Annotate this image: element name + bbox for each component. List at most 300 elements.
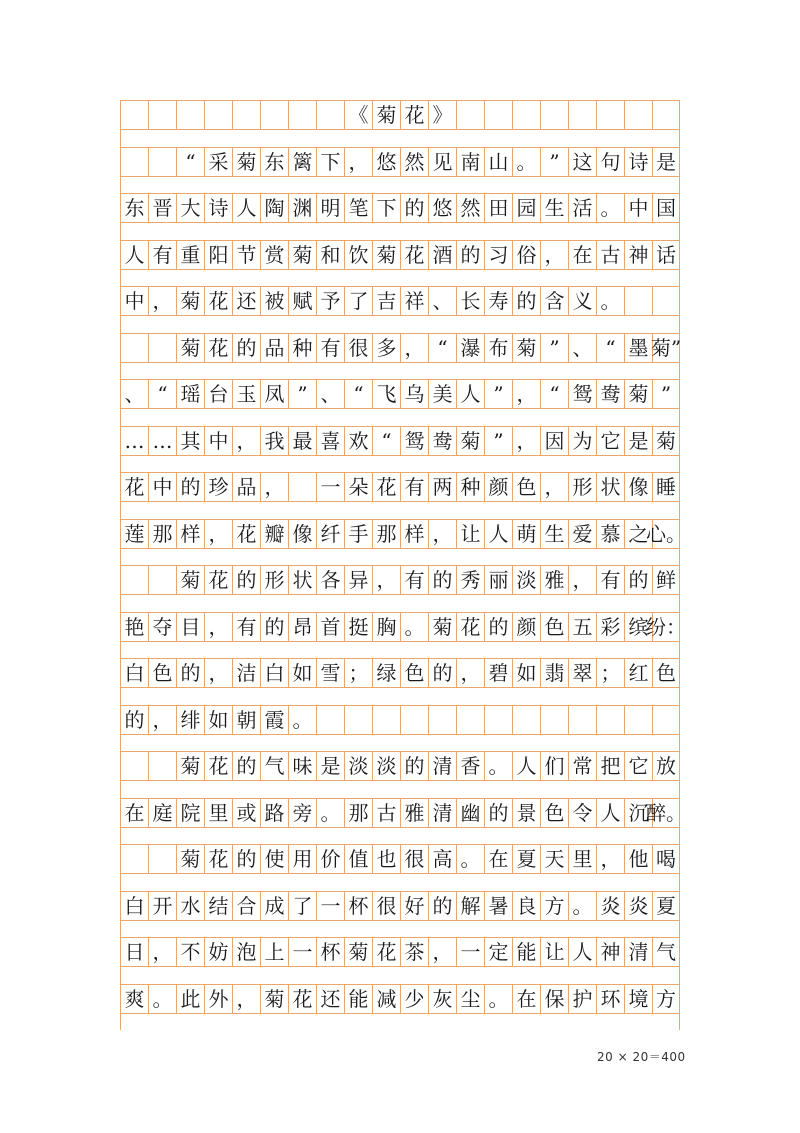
grid-cell: ， [428,938,456,966]
grid-cell: 、 [120,380,148,408]
grid-cell: 颜 [512,613,540,641]
grid-cell: 很 [372,892,400,920]
grid-cell: 花 [400,241,428,269]
grid-cell: 色 [540,799,568,827]
grid-cell: 减 [372,985,400,1013]
grid-cell: 院 [176,799,204,827]
grid-cell: 菊 [624,380,652,408]
grid-cell: 菊 [176,752,204,780]
grid-cell: 。 [596,287,624,315]
grid-cell [484,101,512,129]
grid-cell: 夏 [512,845,540,873]
grid-cell: 样 [176,520,204,548]
grid-cell: 俗 [512,241,540,269]
grid-cell: 在 [484,845,512,873]
grid-cell: 予 [316,287,344,315]
grid-cell [148,101,176,129]
grid-cell: ， [204,520,232,548]
grid-cell: 绿 [372,659,400,687]
grid-cell: 让 [456,520,484,548]
grid-cell: 鸯 [428,427,456,455]
grid-cell: 一 [456,938,484,966]
grid-cell: 它 [596,427,624,455]
grid-cell: 。 [484,985,512,1013]
grid-cell: 花 [456,613,484,641]
grid-cell: 能 [344,985,372,1013]
grid-row [120,147,680,177]
grid-cell: 慕 [596,520,624,548]
grid-cell: 如 [288,659,316,687]
grid-cell: 秀 [456,566,484,594]
grid-cell [176,101,204,129]
grid-cell: 的 [176,659,204,687]
grid-cell: 丽 [484,566,512,594]
grid-cell: 幽 [456,799,484,827]
grid-cell: 种 [288,334,316,362]
grid-cell: 有 [400,566,428,594]
grid-cell: 白 [120,659,148,687]
grid-cell: 花 [204,845,232,873]
grid-cell: 形 [568,473,596,501]
grid-cell: 的 [512,287,540,315]
grid-cell: 多 [372,334,400,362]
grid-cell: 色 [148,659,176,687]
grid-cell: 保 [540,985,568,1013]
grid-cell: 布 [484,334,512,362]
grid-row [120,193,680,223]
grid-cell: 首 [316,613,344,641]
grid-cell: 灰 [428,985,456,1013]
grid-cell: 义 [568,287,596,315]
grid-cell [624,706,652,734]
grid-cell: 人 [232,194,260,222]
grid-cell: 绯 [176,706,204,734]
grid-cell [148,752,176,780]
grid-cell: 吉 [372,287,400,315]
grid-cell: 合 [232,892,260,920]
grid-cell: 喝 [652,845,680,873]
grid-cell: 花 [204,287,232,315]
grid-cell: “ [148,380,176,408]
grid-cell: 神 [596,938,624,966]
grid-cell: 美 [428,380,456,408]
grid-cell [624,287,652,315]
grid-cell: 花 [372,938,400,966]
grid-cell: 其 [176,427,204,455]
grid-cell: 的 [428,566,456,594]
grid-cell [568,101,596,129]
grid-cell: 妨 [204,938,232,966]
grid-cell [120,101,148,129]
grid-cell: 喜 [316,427,344,455]
grid-cell: 们 [540,752,568,780]
grid-cell: 田 [484,194,512,222]
grid-cell: 篱 [288,148,316,176]
grid-cell: ， [148,706,176,734]
grid-cell: 常 [568,752,596,780]
grid-cell: 不 [176,938,204,966]
grid-cell: 饮 [344,241,372,269]
grid-cell: 成 [260,892,288,920]
grid-row [120,984,680,1014]
grid-cell: 水 [176,892,204,920]
grid-cell: 话 [652,241,680,269]
grid-cell: 句 [596,148,624,176]
grid-cell: 能 [512,938,540,966]
grid-cell [148,148,176,176]
grid-cell: 鲜 [652,566,680,594]
grid-row [120,844,680,874]
grid-cell: 让 [540,938,568,966]
grid-cell: 睡 [652,473,680,501]
grid-cell: 如 [512,659,540,687]
grid-cell: 人 [596,799,624,827]
grid-cell: 挺 [344,613,372,641]
grid-cell: 。 [484,752,512,780]
grid-cell: 种 [456,473,484,501]
grid-cell: 夺 [148,613,176,641]
grid-cell [652,706,680,734]
grid-cell: 明 [316,194,344,222]
grid-cell: 的 [400,752,428,780]
grid-cell [428,706,456,734]
grid-cell: 目 [176,613,204,641]
grid-cell: 尘 [456,985,484,1013]
grid-cell: 笔 [344,194,372,222]
grid-row [120,240,680,270]
grid-cell: 凤 [260,380,288,408]
grid-cell: 还 [232,287,260,315]
grid-cell: 。 [288,706,316,734]
grid-cell: 中 [624,194,652,222]
grid-cell: 诗 [204,194,232,222]
grid-cell: 在 [512,985,540,1013]
grid-cell: 淡 [512,566,540,594]
grid-row [120,751,680,781]
grid-cell: 杯 [344,892,372,920]
grid-row [120,519,686,549]
grid-cell: ， [204,659,232,687]
grid-cell: ” [652,380,680,408]
grid-cell: 被 [260,287,288,315]
grid-cell: 清 [624,938,652,966]
grid-cell: 方 [540,892,568,920]
grid-cell: 菊 [456,427,484,455]
grid-cell: 花 [204,334,232,362]
grid-cell: 见 [428,148,456,176]
grid-cell: “ [344,380,372,408]
grid-cell: 淡 [372,752,400,780]
grid-cell: 酒 [428,241,456,269]
grid-cell: 一 [288,938,316,966]
grid-cell: 南 [456,148,484,176]
grid-cell: 夏 [652,892,680,920]
grid-cell [400,706,428,734]
grid-cell: 的 [232,845,260,873]
grid-cell: 外 [204,985,232,1013]
grid-cell [652,287,680,315]
grid-cell: 的 [484,799,512,827]
grid-cell: ， [512,380,540,408]
grid-cell: 活 [568,194,596,222]
grid-cell: 值 [344,845,372,873]
grid-cell: 状 [596,473,624,501]
grid-cell [568,706,596,734]
grid-cell: 像 [288,520,316,548]
grid-cell: 色 [652,659,680,687]
grid-cell: 茶 [400,938,428,966]
grid-cell: ， [260,473,288,501]
grid-cell: 少 [400,985,428,1013]
grid-cell [148,845,176,873]
grid-cell: 。 [596,194,624,222]
grid-cell: 中 [120,287,148,315]
grid-cell [652,101,680,129]
grid-cell: 花 [400,101,428,129]
grid-cell: 最 [288,427,316,455]
grid-cell: ” [484,380,512,408]
grid-cell: 人 [512,752,540,780]
grid-cell: 心。 [646,521,686,546]
grid-cell: 艳 [120,613,148,641]
grid-cell: 人 [120,241,148,269]
grid-cell: 各 [316,566,344,594]
grid-cell: “ [372,427,400,455]
grid-cell [372,706,400,734]
grid-cell: 的 [400,194,428,222]
grid-cell: 日 [120,938,148,966]
grid-cell: 有 [148,241,176,269]
grid-cell: 碧 [484,659,512,687]
grid-cell: 寿 [484,287,512,315]
grid-cell: 下 [372,194,400,222]
grid-cell: 他 [624,845,652,873]
grid-row [120,565,680,595]
grid-cell: 、 [316,380,344,408]
grid-cell [624,101,652,129]
grid-cell: ； [596,659,624,687]
grid-cell: 菊 [512,334,540,362]
grid-cell: “ [176,148,204,176]
grid-cell: 的 [260,613,288,641]
grid-cell: 阳 [204,241,232,269]
grid-cell: 珍 [204,473,232,501]
grid-cell: 萌 [512,520,540,548]
grid-cell: 是 [624,427,652,455]
grid-cell: 使 [260,845,288,873]
grid-cell: 高 [428,845,456,873]
grid-cell: 上 [260,938,288,966]
grid-cell: 颜 [484,473,512,501]
grid-cell: 人 [568,938,596,966]
grid-cell [484,706,512,734]
grid-cell: 泡 [232,938,260,966]
grid-cell: 神 [624,241,652,269]
grid-cell: 异 [344,566,372,594]
grid-cell: … [148,427,176,455]
grid-cell: 是 [652,148,680,176]
grid-cell: 菊 [344,938,372,966]
grid-cell: 好 [400,892,428,920]
grid-cell: 陶 [260,194,288,222]
grid-cell: 开 [148,892,176,920]
grid-cell: 用 [288,845,316,873]
grid-cell: 里 [568,845,596,873]
grid-cell: 乌 [400,380,428,408]
grid-cell: 霞 [260,706,288,734]
grid-cell: ” [288,380,316,408]
grid-row [120,426,680,456]
grid-cell: 的 [624,566,652,594]
grid-cell: 鸳 [400,427,428,455]
grid-cell: 白 [120,892,148,920]
grid-cell: 此 [176,985,204,1013]
grid-cell: 清 [428,752,456,780]
grid-cell: 玉 [232,380,260,408]
grid-cell: 清 [428,799,456,827]
grid-cell: ， [540,473,568,501]
grid-cell: 爽 [120,985,148,1013]
grid-cell: 价 [316,845,344,873]
grid-cell: 有 [232,613,260,641]
grid-cell [456,101,484,129]
grid-cell: … [120,427,148,455]
grid-cell: 重 [176,241,204,269]
grid-cell: 沉 [624,799,652,827]
grid-cell: 菊 [176,287,204,315]
grid-cell: 缤 [624,613,652,641]
grid-cell: 因 [540,427,568,455]
grid-cell: ， [148,287,176,315]
grid-cell: ， [400,334,428,362]
grid-cell: 像 [624,473,652,501]
grid-cell: 菊 [176,845,204,873]
grid-cell: 那 [372,520,400,548]
grid-row [120,798,686,828]
grid-row [120,612,686,642]
grid-cell: 朵 [344,473,372,501]
grid-cell: 花 [372,473,400,501]
grid-cell: ， [204,613,232,641]
grid-row [120,333,680,363]
grid-cell: 结 [204,892,232,920]
grid-cell: 这 [568,148,596,176]
grid-cell [120,752,148,780]
grid-cell: 赋 [288,287,316,315]
grid-cell: 中 [204,427,232,455]
grid-cell: 淡 [344,752,372,780]
grid-cell: 的 [428,659,456,687]
grid-cell: 炎 [624,892,652,920]
grid-cell: 暑 [484,892,512,920]
grid-cell: 的 [176,473,204,501]
grid-cell: 墨 [624,334,652,362]
grid-cell: 菊 [652,427,680,455]
grid-cell: 瀑 [456,334,484,362]
grid-cell: 两 [428,473,456,501]
grid-cell: 菊 [288,241,316,269]
grid-cell [120,845,148,873]
grid-cell: ， [232,985,260,1013]
grid-cell: 含 [540,287,568,315]
grid-cell [540,706,568,734]
grid-cell: “ [540,380,568,408]
grid-cell: 的 [456,241,484,269]
grid-cell: 纤 [316,520,344,548]
grid-cell: 花 [204,752,232,780]
grid-cell: 菊 [260,985,288,1013]
grid-cell: 、 [428,287,456,315]
grid-size-label: 20 × 20＝400 [597,1050,686,1064]
grid-cell [148,566,176,594]
grid-cell: 长 [456,287,484,315]
grid-cell: 那 [148,520,176,548]
grid-cell: 味 [288,752,316,780]
grid-cell [344,706,372,734]
manuscript-grid-paper [120,100,686,1030]
grid-cell: 醉。 [646,800,686,825]
grid-cell: 炎 [596,892,624,920]
grid-cell [596,101,624,129]
grid-cell: 欢 [344,427,372,455]
grid-cell [512,101,540,129]
grid-cell: ， [596,845,624,873]
grid-cell: 形 [260,566,288,594]
grid-cell [316,706,344,734]
grid-cell: 的 [120,706,148,734]
grid-cell: 红 [624,659,652,687]
grid-cell [204,101,232,129]
grid-cell [456,706,484,734]
grid-cell: 。 [148,985,176,1013]
grid-cell: 。 [316,799,344,827]
grid-cell: 境 [624,985,652,1013]
grid-cell: ” [540,334,568,362]
grid-cell: 为 [568,427,596,455]
grid-cell: 是 [316,752,344,780]
grid-cell: 之 [624,520,652,548]
grid-cell: 爱 [568,520,596,548]
grid-cell: 还 [316,985,344,1013]
grid-cell: 菊 [176,334,204,362]
grid-cell: 然 [400,148,428,176]
grid-cell: 飞 [372,380,400,408]
grid-cell: 悠 [428,194,456,222]
grid-cell: ， [344,148,372,176]
grid-cell: 色 [512,473,540,501]
grid-cell [512,706,540,734]
grid-cell: 朝 [232,706,260,734]
grid-cell: 在 [568,241,596,269]
grid-cell: 一 [316,473,344,501]
grid-cell: 祥 [400,287,428,315]
grid-cell: 园 [512,194,540,222]
grid-cell: 花 [232,520,260,548]
grid-cell [232,101,260,129]
grid-cell: 气 [260,752,288,780]
grid-cell: 天 [540,845,568,873]
grid-cell: ” [540,148,568,176]
grid-cell: 令 [568,799,596,827]
grid-cell: 品 [260,334,288,362]
grid-cell [148,334,176,362]
grid-cell [120,566,148,594]
grid-cell: 菊 [428,613,456,641]
grid-cell: 渊 [288,194,316,222]
grid-cell: 很 [400,845,428,873]
grid-cell: ， [148,938,176,966]
grid-row [120,937,680,967]
